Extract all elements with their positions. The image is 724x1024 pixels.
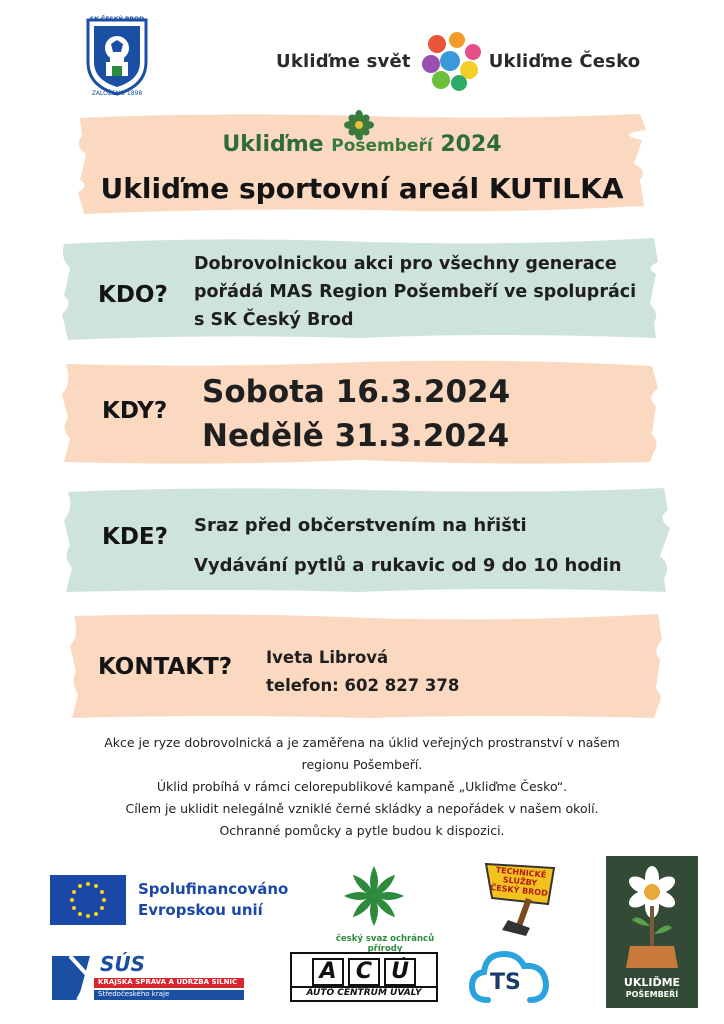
acu-letter-a: A [312,958,344,986]
note-line-1: Akce je ryze dobrovolnická a je zaměřena na úklid veřejných prostranství v našem [104,735,620,750]
csop-text: český svaz ochránců přírody [335,934,435,954]
kdy-line-1: Sobota 16.3.2024 [202,374,511,410]
uklidme-posemberi-text-1: UKLIĎME [623,976,681,989]
ts-text: TS [490,970,521,995]
eu-cofinanced-logo [50,874,300,926]
note-line-4: Cílem je uklidit nelegálně vzniklé černé skládky a nepořádek v našem okolí. [125,801,599,816]
kdy-line-2: Nedělě 31.3.2024 [202,418,510,454]
footer-note [60,732,664,842]
acu-logo [290,952,438,1002]
uklidme-posemberi-logo [606,856,698,1008]
note-line-2: regionu Pošembeří. [301,757,423,772]
smiley-faces-icon [417,30,483,92]
kdy-text [202,370,510,458]
acu-letter-c: C [348,958,380,986]
section-kdo [60,234,660,342]
sus-name: SÚS [100,952,146,976]
eu-line-1: Spolufinancováno [138,880,289,898]
uklidme-posemberi-text-2: POŠEMBEŘÍ [625,990,679,999]
club-logo-bottom-text: ZALOŽENO 1898 [91,90,143,97]
kdy-label: KDY? [102,398,168,424]
event-title: Ukliďme sportovní areál KUTILKA [100,172,624,205]
technical-services-logo [480,858,560,938]
kdo-line-3: s SK Český Brod [194,310,354,330]
kdo-text [194,250,636,334]
sus-line-1: KRAJSKÁ SPRÁVA A ÚDRŽBA SILNIC [98,978,238,986]
subtitle-word-1: Ukliďme [222,132,324,157]
note-line-5: Ochranné pomůcky a pytle budou k dispozici. [219,823,505,838]
eu-flag-icon [50,875,126,925]
subtitle-word-2: Pošembeří [331,136,433,156]
campaign-right-text: Ukliďme Česko [488,50,641,72]
kdo-line-1: Dobrovolnickou akci pro všechny generace [194,254,617,274]
kde-line-2: Vydávání pytlů a rukavic od 9 do 10 hodin [194,555,622,576]
sus-logo [50,952,250,1004]
note-line-3: Úklid probíhá v rámci celorepublikové kampaně „Ukliďme Česko“. [156,779,568,794]
sus-line-2: Středočeského kraje [98,990,170,998]
club-logo [82,16,152,98]
campaign-header [276,30,656,92]
kontakt-label: KONTAKT? [98,654,233,680]
club-logo-top-text: SK ČESKÝ BROD [89,16,145,23]
kontakt-phone: telefon: 602 827 378 [266,676,460,695]
kde-label: KDE? [102,524,168,550]
csop-logo [330,850,440,954]
section-kontakt [68,610,664,722]
eu-text [138,879,288,921]
eu-line-2: Evropskou unií [138,901,263,919]
ts-cloud-logo [468,944,552,1010]
kontakt-name: Iveta Librová [266,648,389,667]
section-kdy [60,358,660,468]
kde-text [194,506,622,586]
kdo-line-2: pořádá MAS Region Pošembeří ve spolupráci [194,282,637,302]
kde-line-1: Sraz před občerstvením na hřišti [194,515,527,536]
acu-letter-u: Ú [384,958,416,986]
kdo-label: KDO? [98,282,168,308]
section-kde [60,484,672,596]
title-banner [74,110,650,218]
subtitle-year: 2024 [440,132,502,157]
kontakt-text [266,644,459,700]
campaign-left-text: Ukliďme svět [276,50,411,72]
technical-services-text: TECHNICKÉ SLUŽBY ČESKÝ BROD [489,865,549,898]
acu-letters [292,958,436,986]
event-subtitle [74,132,650,157]
acu-subtitle: AUTO CENTRUM ÚVALY [292,986,436,998]
